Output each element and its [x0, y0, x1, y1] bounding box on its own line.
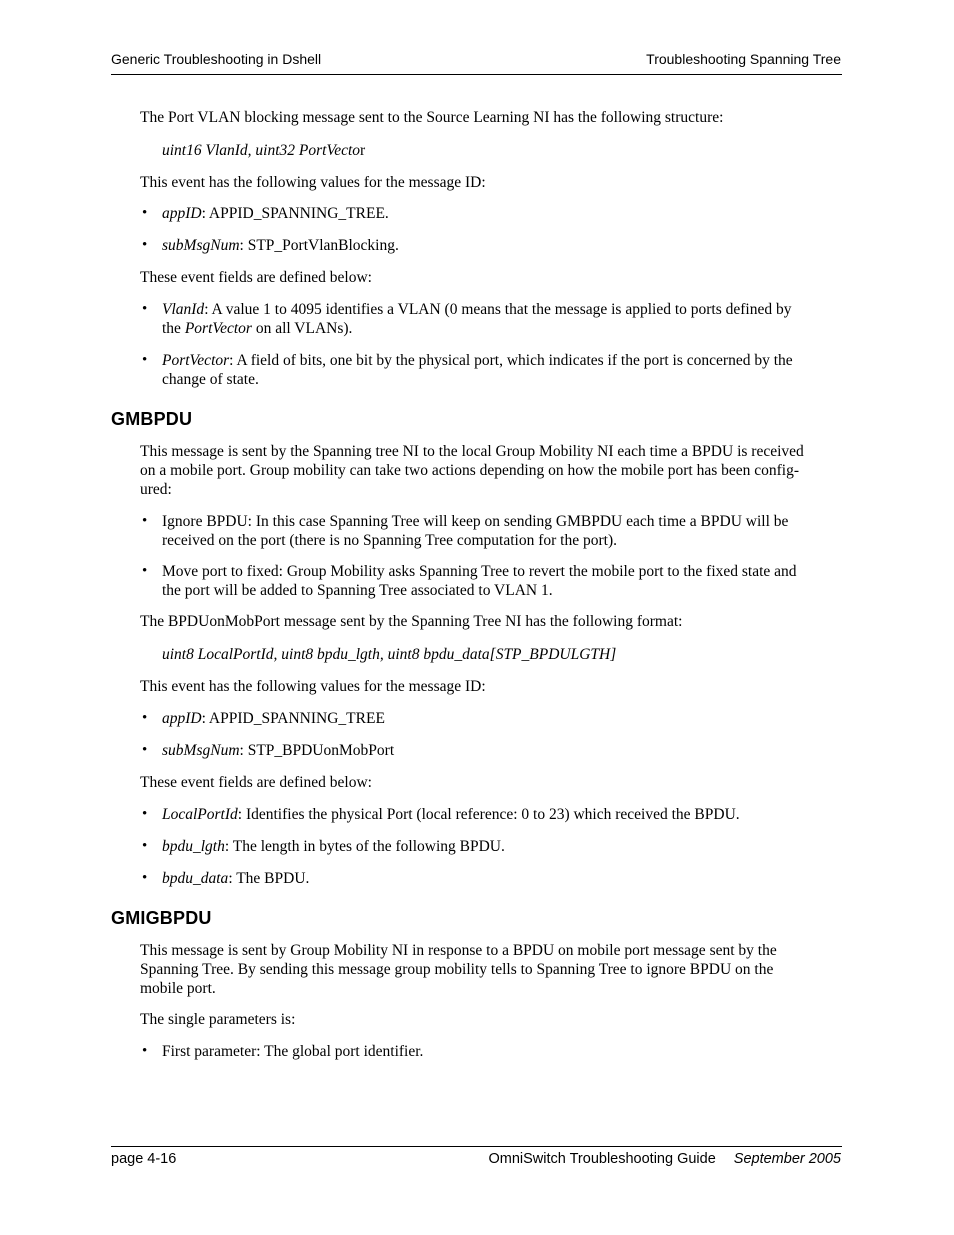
bullet-icon: •: [142, 237, 148, 253]
list-item: • Move port to fixed: Group Mobility asks Spanning Tree to revert the mobile port to the fixed state and the port will be added to Spanning Tree associated to VLAN 1.: [142, 563, 797, 599]
structure-tail: r: [360, 142, 366, 159]
list-item: • subMsgNum: STP_BPDUonMobPort: [142, 742, 395, 759]
heading-gmbpdu: GMBPDU: [111, 409, 193, 429]
list-item: • bpdu_lgth: The length in bytes of the following BPDU.: [142, 838, 505, 855]
doc-title: OmniSwitch Troubleshooting Guide: [488, 1151, 716, 1167]
page-header: [111, 51, 841, 69]
list-item: • appID: APPID_SPANNING_TREE.: [142, 205, 389, 222]
list-item: • Ignore BPDU: In this case Spanning Tree will keep on sending GMBPDU each time a BPDU will be received on the port (there is no Spanning Tree computation for the port).: [142, 513, 789, 549]
bullet-icon: •: [142, 301, 148, 317]
bpdu-format: uint8 LocalPortId, uint8 bpdu_lgth, uint8 bpdu_data[STP_BPDULGTH]: [162, 646, 617, 663]
bullet-icon: •: [142, 806, 148, 822]
list-item: • PortVector: A field of bits, one bit by the physical port, which indicates if the port is concerned by the change of state.: [142, 352, 793, 388]
list-item: • bpdu_data: The BPDU.: [142, 870, 310, 887]
page-number: page 4-16: [111, 1151, 177, 1167]
header-section-title: Troubleshooting Spanning Tree: [646, 51, 841, 67]
bullet-icon: •: [142, 352, 148, 368]
bullet-icon: •: [142, 1043, 148, 1059]
list-item: • LocalPortId: Identifies the physical Port (local reference: 0 to 23) which received the BPDU.: [142, 806, 740, 823]
bullet-icon: •: [142, 513, 148, 529]
doc-date: September 2005: [733, 1151, 841, 1167]
header-rule: [111, 74, 842, 75]
msgid-intro-1: This event has the following values for the message ID:: [140, 174, 486, 191]
fields-intro-1: These event fields are defined below:: [140, 269, 372, 286]
fields-intro-2: These event fields are defined below:: [140, 774, 372, 791]
gmigbpdu-intro: This message is sent by Group Mobility NI in response to a BPDU on mobile port message sent by the Spanning Tree. By sending this message group mobility tells to Spanning Tree to ignore BPDU on the mobile port.: [140, 942, 777, 997]
bullet-icon: •: [142, 838, 148, 854]
bullet-icon: •: [142, 742, 148, 758]
bullet-icon: •: [142, 870, 148, 886]
footer-doc-info: [488, 1151, 841, 1167]
bullet-icon: •: [142, 710, 148, 726]
msgid-intro-2: This event has the following values for the message ID:: [140, 678, 486, 695]
list-item: • First parameter: The global port identifier.: [142, 1043, 424, 1060]
list-item: • VlanId: A value 1 to 4095 identifies a VLAN (0 means that the message is applied to ports defined by the PortVector on all VLANs).: [142, 301, 792, 337]
params-intro: The single parameters is:: [140, 1011, 296, 1028]
list-item: • appID: APPID_SPANNING_TREE: [142, 710, 385, 727]
footer-rule: [111, 1146, 842, 1147]
bullet-icon: •: [142, 205, 148, 221]
bullet-icon: •: [142, 563, 148, 579]
port-vlan-intro: The Port VLAN blocking message sent to the Source Learning NI has the following structure:: [140, 109, 724, 126]
format-intro: The BPDUonMobPort message sent by the Spanning Tree NI has the following format:: [140, 613, 683, 630]
list-item: • subMsgNum: STP_PortVlanBlocking.: [142, 237, 399, 254]
structure-italic: uint16 VlanId, uint32 PortVecto: [162, 142, 361, 159]
port-vlan-structure: [162, 141, 365, 160]
gmbpdu-intro: This message is sent by the Spanning tree NI to the local Group Mobility NI each time a BPDU is received on a mobile port. Group mobility can take two actions depending on how the mobile port has been config- ured:: [140, 443, 804, 498]
header-chapter-title: Generic Troubleshooting in Dshell: [111, 51, 322, 67]
page-footer: [111, 1151, 841, 1171]
heading-gmigbpdu: GMIGBPDU: [111, 908, 212, 928]
